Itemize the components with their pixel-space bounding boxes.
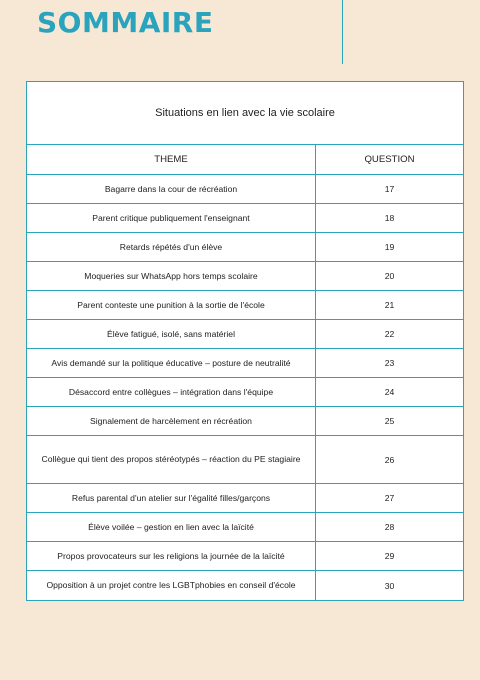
row-theme: Refus parental d'un atelier sur l'égalité filles/garçons (27, 484, 316, 512)
row-question: 21 (384, 300, 395, 310)
row-question: 23 (384, 358, 395, 368)
table-row (27, 378, 463, 407)
table-row (27, 436, 463, 484)
row-theme: Opposition à un projet contre les LGBTphobies en conseil d'école (27, 571, 316, 600)
table-row (27, 484, 463, 513)
table-row (27, 204, 463, 233)
row-question: 24 (384, 387, 395, 397)
table-caption: Situations en lien avec la vie scolaire (27, 82, 463, 145)
row-question: 26 (384, 454, 395, 465)
row-question: 29 (384, 551, 395, 561)
table-row (27, 233, 463, 262)
row-question: 30 (384, 580, 395, 591)
table-row (27, 262, 463, 291)
row-question: 27 (384, 493, 395, 503)
page-title: SOMMAIRE (37, 6, 214, 39)
row-theme: Élève fatigué, isolé, sans matériel (27, 320, 316, 348)
row-theme: Parent conteste une punition à la sortie de l'école (27, 291, 316, 319)
row-question: 17 (384, 184, 395, 194)
row-theme: Retards répétés d'un élève (27, 233, 316, 261)
table-row (27, 407, 463, 436)
header-theme: THEME (27, 145, 316, 174)
row-question: 25 (384, 416, 395, 426)
row-question: 18 (384, 213, 395, 223)
row-question: 20 (384, 271, 395, 281)
table-row (27, 291, 463, 320)
table-row (27, 542, 463, 571)
row-question: 28 (384, 522, 395, 532)
row-theme: Collègue qui tient des propos stéréotypés – réaction du PE stagiaire (27, 436, 316, 483)
decorative-divider (342, 0, 343, 64)
row-question: 22 (384, 329, 395, 339)
table-row (27, 513, 463, 542)
table-header-row (27, 145, 463, 175)
row-theme: Moqueries sur WhatsApp hors temps scolaire (27, 262, 316, 290)
row-theme: Bagarre dans la cour de récréation (27, 175, 316, 203)
row-question: 19 (384, 242, 395, 252)
row-theme: Parent critique publiquement l'enseignant (27, 204, 316, 232)
row-theme: Signalement de harcèlement en récréation (27, 407, 316, 435)
table-row (27, 571, 463, 600)
table-row (27, 175, 463, 204)
summary-table (26, 81, 464, 601)
table-row (27, 320, 463, 349)
table-row (27, 349, 463, 378)
header-question: QUESTION (364, 154, 415, 165)
row-theme: Avis demandé sur la politique éducative – posture de neutralité (27, 349, 316, 377)
row-theme: Propos provocateurs sur les religions la journée de la laïcité (27, 542, 316, 570)
row-theme: Élève voilée – gestion en lien avec la laïcité (27, 513, 316, 541)
row-theme: Désaccord entre collègues – intégration dans l'équipe (27, 378, 316, 406)
